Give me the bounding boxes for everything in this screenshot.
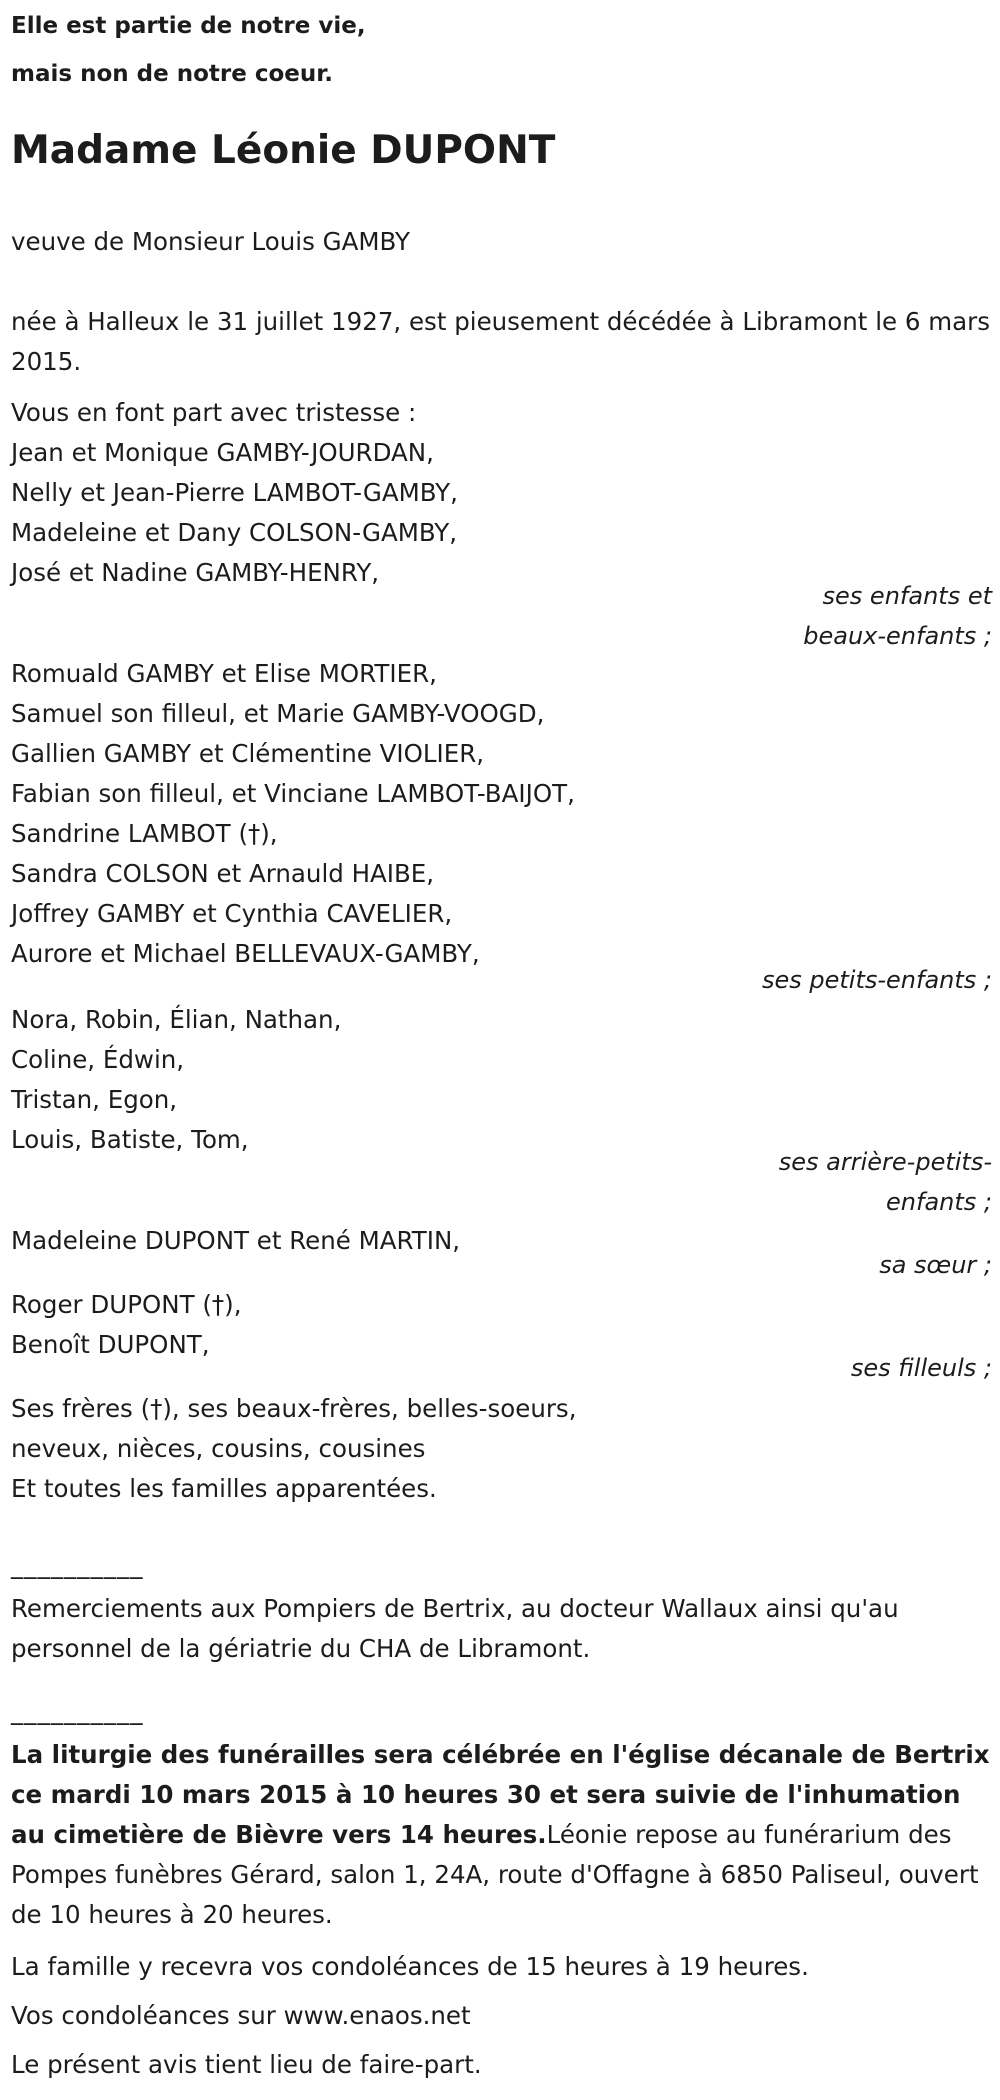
family-member: Samuel son filleul, et Marie GAMBY-VOOGD, [11, 699, 545, 728]
closing-note: Le présent avis tient lieu de faire-part. [11, 2050, 482, 2079]
deceased-name: Madame Léonie DUPONT [11, 128, 556, 173]
family-member: Gallien GAMBY et Clémentine VIOLIER, [11, 739, 485, 768]
children-list [11, 393, 458, 593]
intro-line: mais non de notre coeur. [11, 61, 334, 87]
family-member: Jean et Monique GAMBY-JOURDAN, [11, 438, 434, 467]
family-member: Louis, Batiste, Tom, [11, 1125, 249, 1154]
birth-death-text: née à Halleux le 31 juillet 1927, est pieusement décédée à Libramont le 6 mars 2015. [11, 307, 990, 376]
widow-of-line: veuve de Monsieur Louis GAMBY [11, 227, 410, 256]
godchildren-role: ses filleuls ; [850, 1354, 992, 1382]
relatives-line: neveux, nièces, cousins, cousines [11, 1434, 426, 1463]
family-member: Coline, Édwin, [11, 1045, 185, 1074]
family-member: José et Nadine GAMBY-HENRY, [11, 558, 380, 587]
role-line: beaux-enfants ; [803, 622, 992, 650]
separator: __________ [11, 1550, 144, 1579]
family-member: Joffrey GAMBY et Cynthia CAVELIER, [11, 899, 453, 928]
great-grandchildren-role [779, 1142, 992, 1222]
family-member: Tristan, Egon, [11, 1085, 178, 1114]
family-member: Madeleine et Dany COLSON-GAMBY, [11, 518, 458, 547]
role-line: ses arrière-petits- [778, 1148, 992, 1176]
intro-line: Elle est partie de notre vie, [11, 13, 366, 39]
condolences-hours: La famille y recevra vos condoléances de 15 heures à 19 heures. [11, 1952, 809, 1981]
other-relatives [11, 1389, 577, 1509]
family-member: Nelly et Jean-Pierre LAMBOT-GAMBY, [11, 478, 458, 507]
children-role [803, 576, 992, 656]
family-member: Nora, Robin, Élian, Nathan, [11, 1005, 342, 1034]
family-member: Madeleine DUPONT et René MARTIN, [11, 1226, 461, 1255]
sister-role: sa sœur ; [879, 1251, 992, 1279]
relatives-line: Et toutes les familles apparentées. [11, 1474, 437, 1503]
family-member: Fabian son filleul, et Vinciane LAMBOT-BAIJOT, [11, 779, 575, 808]
sister-list [11, 1221, 460, 1261]
funeral-info [11, 1735, 991, 1935]
family-member: Roger DUPONT (†), [11, 1290, 242, 1319]
condolences-online: Vos condoléances sur www.enaos.net [11, 2001, 471, 2030]
grandchildren-role: ses petits-enfants ; [761, 966, 992, 994]
family-member: Aurore et Michael BELLEVAUX-GAMBY, [11, 939, 480, 968]
grandchildren-list [11, 654, 575, 974]
great-grandchildren-list [11, 1000, 341, 1160]
announcement-line: Vous en font part avec tristesse : [11, 398, 417, 427]
thanks-text: Remerciements aux Pompiers de Bertrix, au docteur Wallaux ainsi qu'au personnel de la gériatrie du CHA de Libramont. [11, 1594, 899, 1663]
relatives-line: Ses frères (†), ses beaux-frères, belles-soeurs, [11, 1394, 577, 1423]
role-line: ses enfants et [822, 582, 992, 610]
family-member: Sandrine LAMBOT (†), [11, 819, 278, 848]
family-member: Romuald GAMBY et Elise MORTIER, [11, 659, 437, 688]
funerarium-text: Léonie repose au funérarium des Pompes funèbres Gérard, salon 1, 24A, route d'Offagne à 6850 Paliseul, ouvert de 10 heures à 20 heures. [11, 1820, 979, 1929]
role-line: enfants ; [886, 1188, 992, 1216]
funeral-liturgy-text: La liturgie des funérailles sera célébrée en l'église décanale de Bertrix ce mardi 10 mars 2015 à 10 heures 30 et sera suivie de l'inhumation au cimetière de Bièvre vers 14 heures. [11, 1740, 990, 1849]
godchildren-list [11, 1285, 242, 1365]
separator: __________ [11, 1696, 144, 1725]
intro-quote [11, 2, 366, 98]
family-member: Benoît DUPONT, [11, 1330, 210, 1359]
family-member: Sandra COLSON et Arnauld HAIBE, [11, 859, 435, 888]
